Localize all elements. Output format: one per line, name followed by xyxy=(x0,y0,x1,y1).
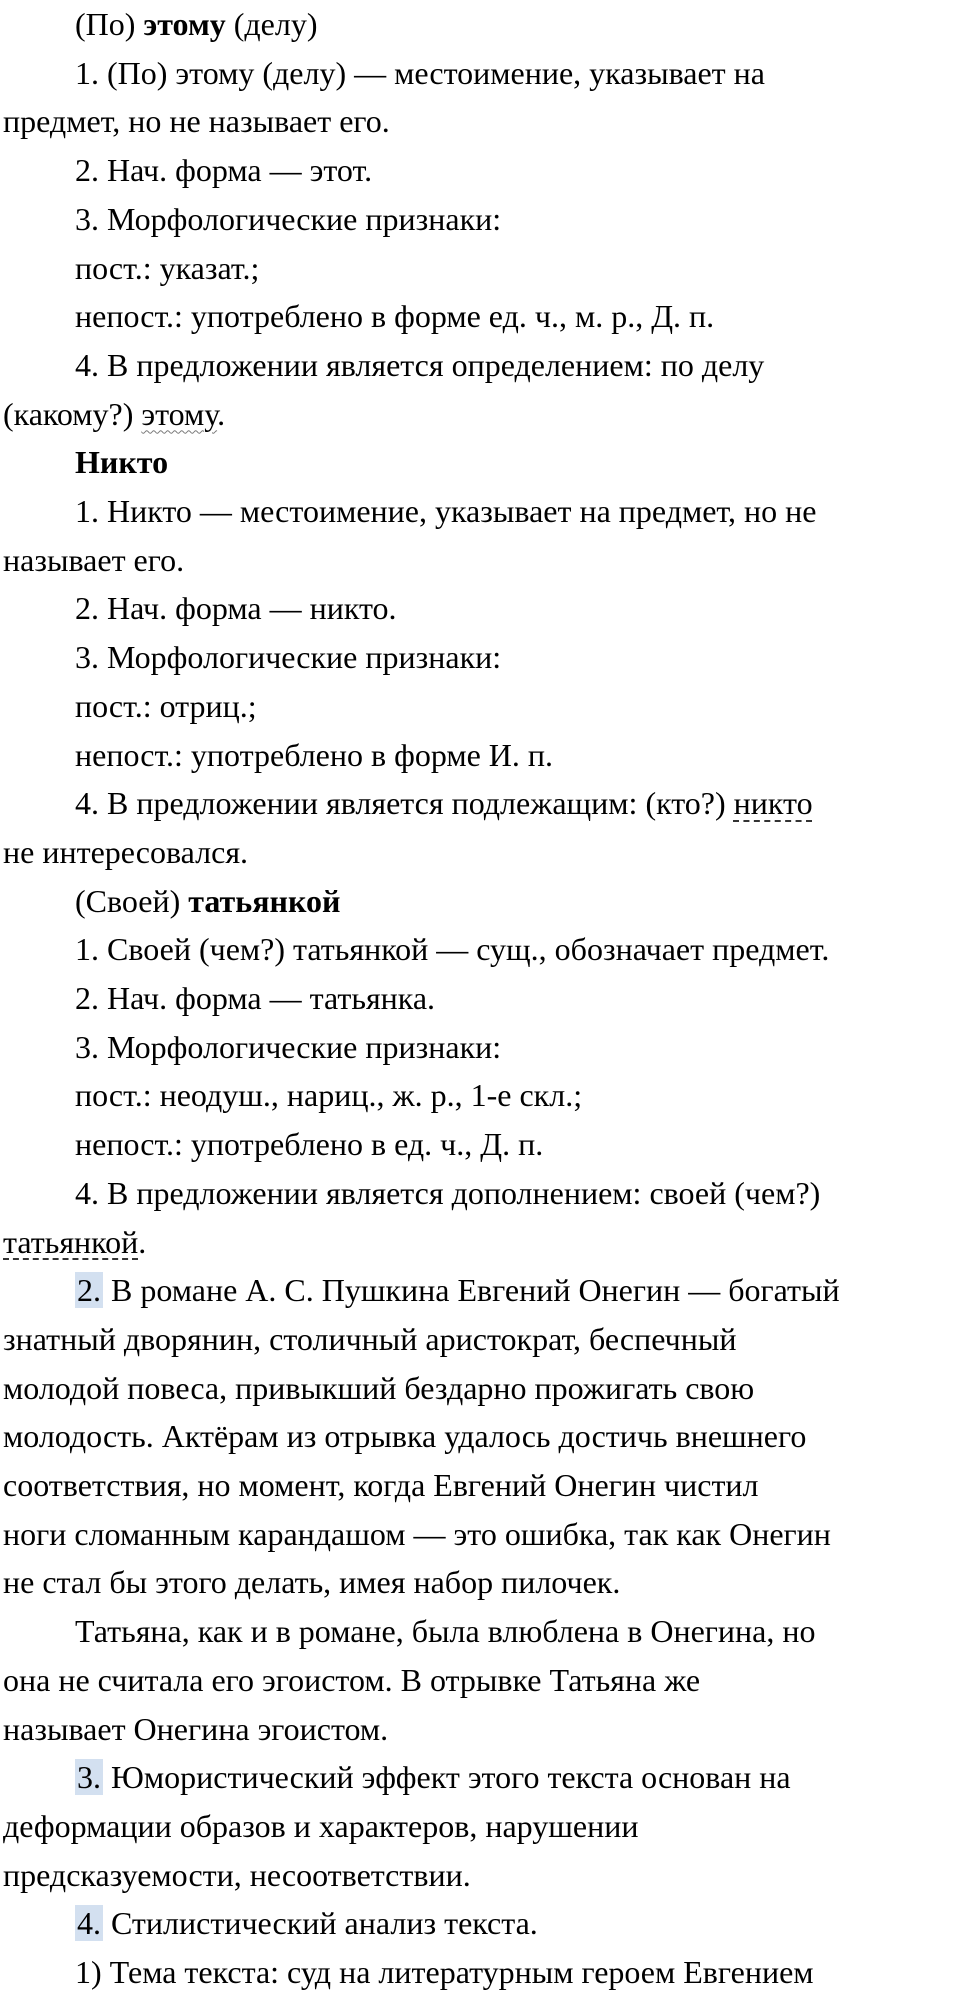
text-line xyxy=(75,1266,840,1315)
text-run: 2. Нач. форма — никто. xyxy=(75,590,397,627)
text-line xyxy=(75,1071,582,1120)
text-line xyxy=(75,731,553,780)
text-line xyxy=(3,1218,146,1267)
text-run: (какому?) xyxy=(3,395,142,432)
bold-term: татьянкой xyxy=(188,882,341,919)
text-line xyxy=(75,195,501,244)
text-run: (делу) xyxy=(225,6,318,42)
text-run: непост.: употреблено в форме ед. ч., м. р., Д. п. xyxy=(75,298,715,335)
text-run: называет Онегина эгоистом. xyxy=(3,1710,389,1747)
text-line xyxy=(3,1851,471,1900)
text-line xyxy=(75,974,435,1023)
text-run: . xyxy=(217,395,226,432)
text-run: молодость. Актёрам из отрывка удалось достичь внешнего xyxy=(3,1418,807,1455)
text-line xyxy=(75,487,816,536)
text-run: (По) xyxy=(75,6,144,42)
text-run: пост.: отриц.; xyxy=(75,687,257,724)
text-run: Стилистический анализ текста. xyxy=(103,1905,538,1942)
text-line xyxy=(75,0,318,49)
text-run: 2. Нач. форма — татьянка. xyxy=(75,980,436,1016)
underlined-word: этому xyxy=(141,395,218,432)
text-run: предмет, но не называет его. xyxy=(3,103,390,140)
task-number: 4. xyxy=(77,1905,101,1942)
text-run: В романе А. С. Пушкина Евгений Онегин — богатый xyxy=(103,1272,840,1309)
text-line xyxy=(75,1169,820,1218)
text-line xyxy=(3,536,184,585)
text-line xyxy=(3,1802,638,1851)
text-run: непост.: употреблено в форме И. п. xyxy=(75,736,554,773)
text-line xyxy=(3,1412,806,1461)
task-number: 3. xyxy=(77,1759,101,1796)
text-run: не интересовался. xyxy=(3,833,249,870)
text-run: 1. (По) этому (делу) — местоимение, указывает на xyxy=(75,54,765,91)
text-run: Юмористический эффект этого текста основан на xyxy=(103,1759,791,1796)
text-run: пост.: указат.; xyxy=(75,249,260,286)
text-line xyxy=(3,97,390,146)
text-run: 1. Никто — местоимение, указывает на предмет, но не xyxy=(75,493,817,529)
text-line xyxy=(75,1753,791,1802)
text-line xyxy=(75,877,340,926)
task-number: 2. xyxy=(77,1272,101,1309)
text-line xyxy=(75,925,829,974)
text-run: 4. В предложении является определением: по делу xyxy=(75,346,765,383)
text-line xyxy=(75,633,501,682)
text-run: (Своей) xyxy=(75,882,189,919)
underlined-word: никто xyxy=(733,785,813,822)
text-run: предсказуемости, несоответствии. xyxy=(3,1856,471,1893)
text-run: молодой повеса, привыкший бездарно прожигать свою xyxy=(3,1369,755,1406)
text-line xyxy=(75,1948,814,1997)
text-run: 2. Нач. форма — этот. xyxy=(75,152,373,189)
text-line xyxy=(75,244,259,293)
text-run: пост.: неодуш., нариц., ж. р., 1-е скл.; xyxy=(75,1077,583,1114)
text-line xyxy=(75,146,372,195)
text-run: . xyxy=(138,1223,147,1260)
text-line xyxy=(3,1461,759,1510)
text-run: она не считала его эгоистом. В отрывке Татьяна же xyxy=(3,1661,701,1698)
text-run: 3. Морфологические признаки: xyxy=(75,200,502,237)
text-run: деформации образов и характеров, нарушении xyxy=(3,1807,639,1844)
text-line xyxy=(3,1705,388,1754)
text-line xyxy=(75,1120,543,1169)
bold-term: Никто xyxy=(75,444,169,481)
bold-term: этому xyxy=(143,6,226,42)
underlined-word: татьянкой xyxy=(3,1223,139,1260)
text-line xyxy=(75,341,764,390)
text-line xyxy=(75,49,765,98)
text-line xyxy=(75,1607,816,1656)
text-line xyxy=(75,292,714,341)
text-run: знатный дворянин, столичный аристократ, беспечный xyxy=(3,1320,737,1357)
text-line xyxy=(75,1023,501,1072)
text-line xyxy=(3,1558,620,1607)
text-run: 4. В предложении является подлежащим: (кто?) xyxy=(75,785,734,822)
text-line xyxy=(3,1510,831,1559)
text-run: называет его. xyxy=(3,541,185,578)
text-line xyxy=(3,1656,700,1705)
text-line xyxy=(3,1315,736,1364)
text-run: соответствия, но момент, когда Евгений Онегин чистил xyxy=(3,1467,759,1503)
text-run: ноги сломанным карандашом — это ошибка, так как Онегин xyxy=(3,1515,831,1552)
text-run: 1) Тема текста: суд на литературным героем Евгением xyxy=(75,1954,814,1990)
text-run: 1. Своей (чем?) татьянкой — сущ., обозначает предмет. xyxy=(75,931,830,968)
text-line xyxy=(3,828,248,877)
text-line xyxy=(3,1364,754,1413)
text-line xyxy=(3,390,225,439)
text-line xyxy=(75,438,168,487)
text-line xyxy=(75,584,397,633)
text-run: 4. В предложении является дополнением: своей (чем?) xyxy=(75,1174,821,1211)
text-run: 3. Морфологические признаки: xyxy=(75,1028,502,1065)
text-line xyxy=(75,1899,538,1948)
text-line xyxy=(75,779,813,828)
text-line xyxy=(75,682,257,731)
text-run: 3. Морфологические признаки: xyxy=(75,639,502,676)
text-run: Татьяна, как и в романе, была влюблена в Онегина, но xyxy=(75,1613,816,1650)
text-run: непост.: употреблено в ед. ч., Д. п. xyxy=(75,1126,544,1163)
text-run: не стал бы этого делать, имея набор пилочек. xyxy=(3,1564,621,1601)
